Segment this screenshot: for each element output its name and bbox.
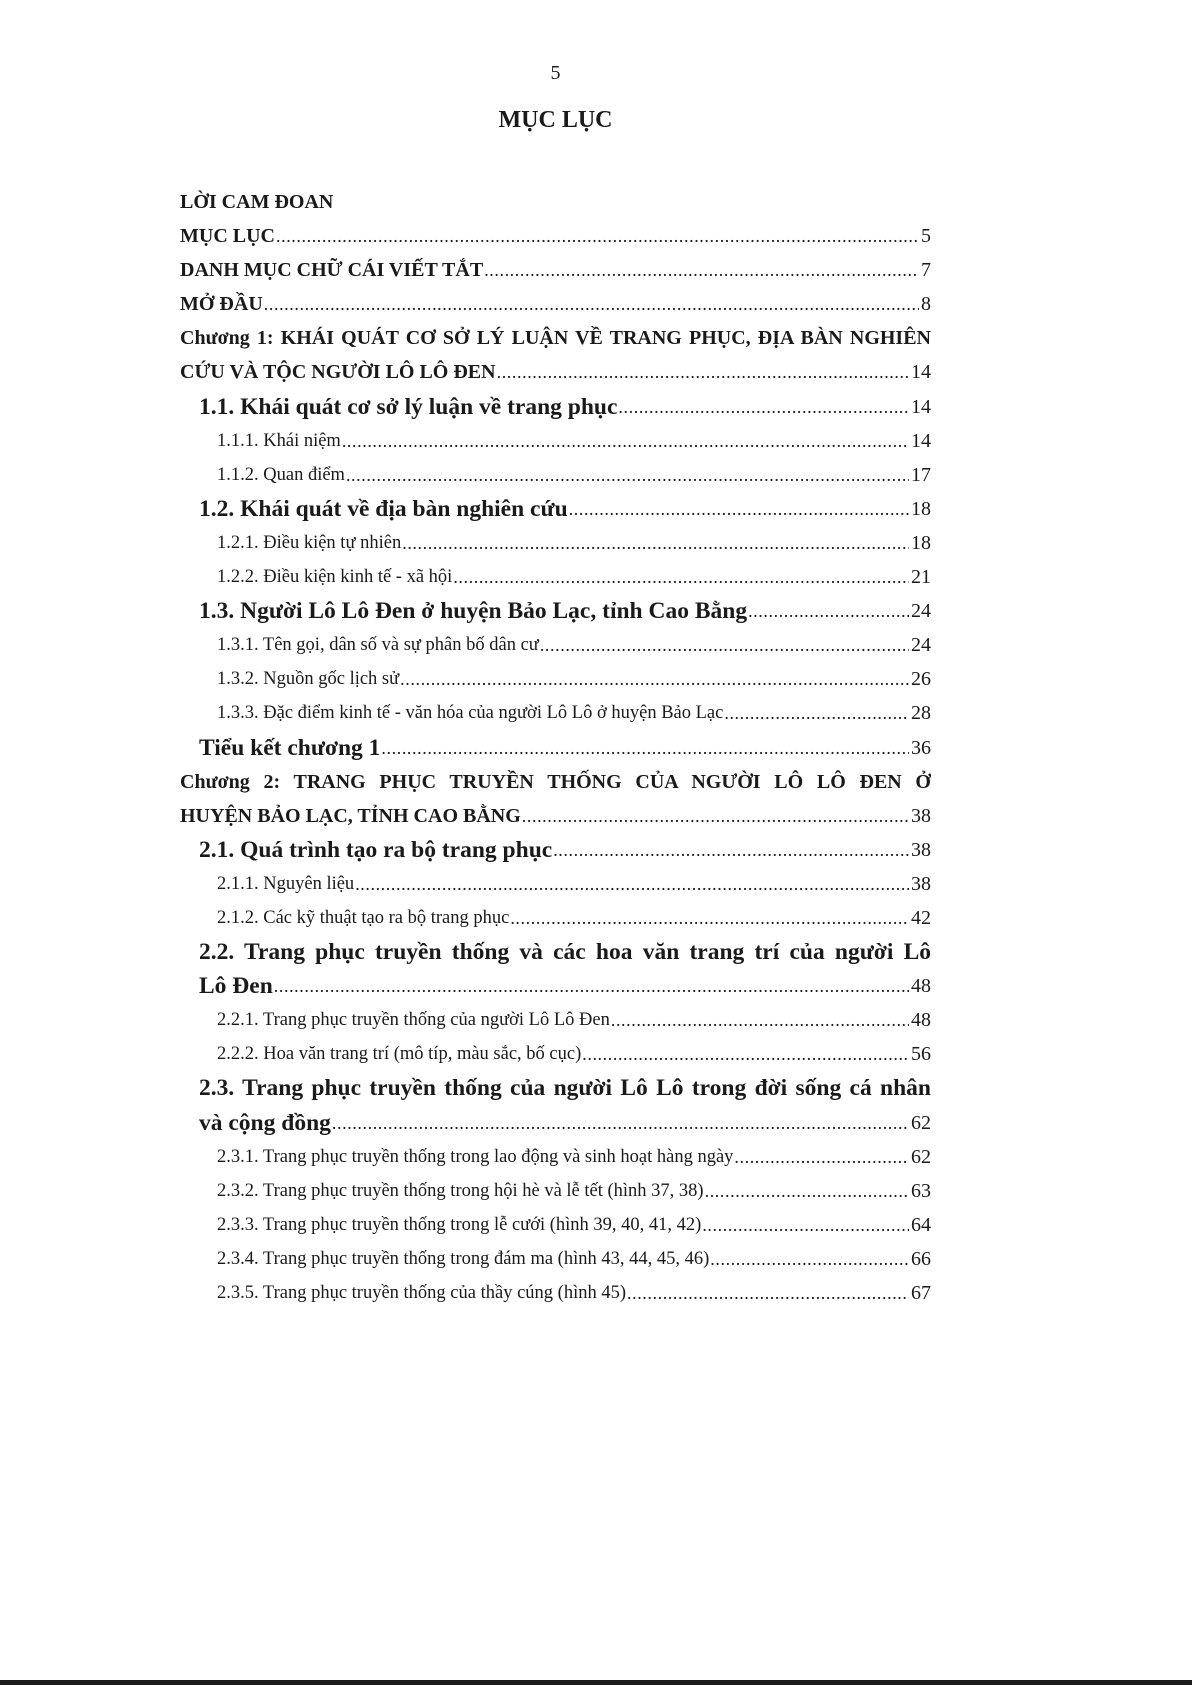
toc-page-number: 18 (911, 531, 931, 554)
toc-leader-dots (381, 731, 909, 765)
toc-row (180, 321, 931, 355)
toc-entry-title-line-1: Chương 1: KHÁI QUÁT CƠ SỞ LÝ LUẬN VỀ TRANG PHỤC, ĐỊA BÀN NGHIÊN (180, 327, 931, 350)
toc-leader-dots (724, 696, 909, 730)
toc-row (180, 287, 931, 321)
toc-leader-dots (342, 424, 909, 458)
toc-leader-dots (540, 628, 909, 662)
toc-entry-muc-luc (180, 219, 931, 253)
toc-entry-2-3-1 (180, 1140, 931, 1174)
toc-entry-title: 2.2.2. Hoa văn trang trí (mô típ, màu sắc, bố cục) (217, 1044, 582, 1065)
toc-entry-title: 2.2.1. Trang phục truyền thống của người Lô Lô Đen (217, 1010, 610, 1031)
toc-entry-title-line-1: 2.2. Trang phục truyền thống và các hoa văn trang trí của người Lô (199, 939, 931, 966)
toc-entry-title: 2.3.5. Trang phục truyền thống của thầy cúng (hình 45) (217, 1283, 626, 1303)
toc-leader-dots (332, 1106, 909, 1140)
toc-entry-2-1 (180, 833, 931, 867)
toc-row (180, 969, 931, 1003)
toc-leader-dots (510, 901, 909, 935)
toc-entry-title-line-2: CỨU VÀ TỘC NGƯỜI LÔ LÔ ĐEN (180, 361, 496, 384)
toc-page-number: 36 (911, 736, 931, 759)
toc-page-number: 14 (911, 395, 931, 418)
toc-leader-dots (276, 219, 919, 253)
toc-row (180, 253, 931, 287)
toc-leader-dots (702, 1208, 909, 1242)
toc-row (180, 492, 931, 526)
toc-row (180, 935, 931, 969)
toc-entry-title: 1.3.3. Đặc điểm kinh tế - văn hóa của người Lô Lô ở huyện Bảo Lạc (217, 703, 724, 724)
toc-leader-dots (569, 492, 909, 526)
toc-page-number: 62 (911, 1111, 931, 1134)
toc-row (180, 765, 931, 799)
toc-entry-title-line-2: và cộng đồng (199, 1109, 331, 1136)
toc-page-number: 62 (911, 1145, 931, 1168)
toc-row (180, 185, 931, 219)
toc-row (180, 560, 931, 594)
toc-page-number: 28 (911, 702, 931, 725)
toc-row (180, 1140, 931, 1174)
toc-entry-mo-dau (180, 287, 931, 321)
toc-row (180, 901, 931, 935)
toc-page-number: 8 (921, 293, 931, 316)
toc-entry-2-1-2 (180, 901, 931, 935)
toc-entry-title: 2.3.1. Trang phục truyền thống trong lao động và sinh hoạt hàng ngày (217, 1146, 734, 1167)
toc-entry-1-3-1 (180, 628, 931, 662)
toc-row (180, 458, 931, 492)
page-number: 5 (550, 62, 561, 84)
toc-page-number: 67 (911, 1282, 931, 1304)
toc-entry-title-line-2: Lô Đen (199, 973, 273, 1000)
toc-leader-dots (611, 1003, 909, 1037)
toc-entry-2-1-1 (180, 867, 931, 901)
toc-leader-dots (748, 594, 909, 628)
toc-entry-title: 1.2.1. Điều kiện tự nhiên (217, 532, 402, 553)
toc-entry-2-2 (180, 935, 931, 1003)
toc-entry-1-3-3 (180, 696, 931, 730)
toc-entry-2-2-2 (180, 1037, 931, 1071)
toc-entry-title-line-2: HUYỆN BẢO LẠC, TỈNH CAO BẰNG (180, 804, 521, 827)
toc-page-number: 38 (911, 804, 931, 827)
toc-entry-2-2-1 (180, 1003, 931, 1037)
toc-page-number: 38 (911, 872, 931, 895)
toc-row (180, 867, 931, 901)
toc-entry-title-line-1: Chương 2: TRANG PHỤC TRUYỀN THỐNG CỦA NGƯỜI LÔ LÔ ĐEN Ở (180, 770, 931, 793)
toc-entry-title: 1.3.1. Tên gọi, dân số và sự phân bố dân cư (217, 635, 539, 656)
toc-row (180, 731, 931, 765)
toc-row (180, 355, 931, 389)
toc-entry-2-3-2 (180, 1174, 931, 1208)
toc-entry-1-1 (180, 390, 931, 424)
toc-entry-chapter-1 (180, 321, 931, 389)
page-bottom-edge (0, 1680, 1192, 1685)
toc-row (180, 1174, 931, 1208)
toc-page-number: 7 (921, 259, 931, 282)
toc-entry-title: MỤC LỤC (180, 225, 275, 248)
toc-leader-dots (346, 458, 909, 492)
toc-leader-dots (618, 390, 909, 424)
toc-page-number: 24 (911, 634, 931, 657)
toc-leader-dots (734, 1140, 909, 1174)
toc-row (180, 219, 931, 253)
toc-entry-title: 1.1.1. Khái niệm (217, 430, 341, 451)
toc-entry-title-line-1: 2.3. Trang phục truyền thống của người Lô Lô trong đời sống cá nhân (199, 1075, 931, 1102)
toc-row (180, 1106, 931, 1140)
toc-page-number: 42 (911, 906, 931, 929)
toc-page-number: 18 (911, 497, 931, 520)
toc-entry-1-1-1 (180, 424, 931, 458)
toc-leader-dots (497, 355, 909, 389)
toc-leader-dots (522, 799, 909, 833)
toc-entry-1-2-1 (180, 526, 931, 560)
toc-page-number: 56 (911, 1043, 931, 1066)
toc-entry-title: 2.1.2. Các kỹ thuật tạo ra bộ trang phục (217, 907, 510, 928)
toc-entry-2-3-4 (180, 1242, 931, 1276)
toc-page-number: 21 (911, 566, 931, 589)
toc-page-number: 66 (911, 1247, 931, 1270)
toc-entry-title: 1.2. Khái quát về địa bàn nghiên cứu (199, 495, 568, 522)
toc-page-number: 14 (911, 429, 931, 452)
toc-leader-dots (402, 526, 909, 560)
toc-entry-2-3-5 (180, 1276, 931, 1310)
toc-page-number: 24 (911, 600, 931, 623)
toc-entry-title: 2.3.3. Trang phục truyền thống trong lễ cưới (hình 39, 40, 41, 42) (217, 1214, 702, 1235)
toc-leader-dots (627, 1276, 909, 1310)
toc-entry-title: 2.1. Quá trình tạo ra bộ trang phục (199, 836, 553, 863)
toc-row (180, 1276, 931, 1310)
toc-leader-dots (400, 662, 909, 696)
toc-entry-1-2-2 (180, 560, 931, 594)
toc-entry-title: 1.3.2. Nguồn gốc lịch sử (217, 669, 400, 690)
toc-row (180, 662, 931, 696)
toc-row (180, 526, 931, 560)
toc-entry-2-3 (180, 1071, 931, 1139)
toc-leader-dots (264, 287, 919, 321)
toc-entry-title: 2.3.4. Trang phục truyền thống trong đám ma (hình 43, 44, 45, 46) (217, 1248, 710, 1269)
toc-entry-2-3-3 (180, 1208, 931, 1242)
toc-page-number: 26 (911, 668, 931, 691)
toc-row (180, 799, 931, 833)
toc-page-number: 48 (911, 975, 931, 998)
toc-leader-dots (453, 560, 909, 594)
toc-row (180, 696, 931, 730)
toc-row (180, 833, 931, 867)
toc-entry-1-1-2 (180, 458, 931, 492)
toc-entry-chapter-1-summary (180, 731, 931, 765)
toc-row (180, 390, 931, 424)
toc-entry-title: MỞ ĐẦU (180, 293, 263, 316)
toc-entry-title: 1.3. Người Lô Lô Đen ở huyện Bảo Lạc, tỉnh Cao Bằng (199, 598, 748, 625)
toc-entry-title: 2.1.1. Nguyên liệu (217, 873, 355, 894)
toc-row (180, 1003, 931, 1037)
toc-entry-loi-cam-doan (180, 185, 931, 219)
toc-entry-danh-muc (180, 253, 931, 287)
toc-entry-1-3-2 (180, 662, 931, 696)
toc-page-number: 14 (911, 361, 931, 384)
toc-row (180, 594, 931, 628)
toc-page-number: 64 (911, 1213, 931, 1236)
page-title: MỤC LỤC (498, 107, 613, 133)
toc-row (180, 628, 931, 662)
toc-entry-title: 1.1. Khái quát cơ sở lý luận về trang phục (199, 393, 618, 420)
toc-page-number: 38 (911, 838, 931, 861)
toc-row (180, 1208, 931, 1242)
table-of-contents (180, 185, 931, 1310)
toc-entry-title: 1.1.2. Quan điểm (217, 464, 345, 485)
toc-leader-dots (355, 867, 909, 901)
toc-page-number: 48 (911, 1009, 931, 1032)
toc-entry-title: DANH MỤC CHỮ CÁI VIẾT TẮT (180, 259, 484, 282)
toc-row (180, 1071, 931, 1105)
toc-entry-chapter-2 (180, 765, 931, 833)
toc-row (180, 1037, 931, 1071)
toc-row (180, 424, 931, 458)
toc-leader-dots (274, 969, 909, 1003)
toc-entry-title: 1.2.2. Điều kiện kinh tế - xã hội (217, 567, 453, 588)
toc-entry-1-3 (180, 594, 931, 628)
toc-row (180, 1242, 931, 1276)
toc-entry-title: LỜI CAM ĐOAN (180, 191, 334, 213)
toc-entry-title: 2.3.2. Trang phục truyền thống trong hội hè và lễ tết (hình 37, 38) (217, 1180, 704, 1201)
toc-page-number: 5 (921, 225, 931, 248)
toc-leader-dots (710, 1242, 909, 1276)
toc-entry-title: Tiểu kết chương 1 (199, 734, 381, 761)
toc-leader-dots (484, 253, 919, 287)
toc-leader-dots (705, 1174, 909, 1208)
toc-page-number: 17 (911, 463, 931, 486)
toc-entry-1-2 (180, 492, 931, 526)
toc-page-number: 63 (911, 1179, 931, 1202)
toc-leader-dots (582, 1037, 909, 1071)
toc-leader-dots (553, 833, 909, 867)
